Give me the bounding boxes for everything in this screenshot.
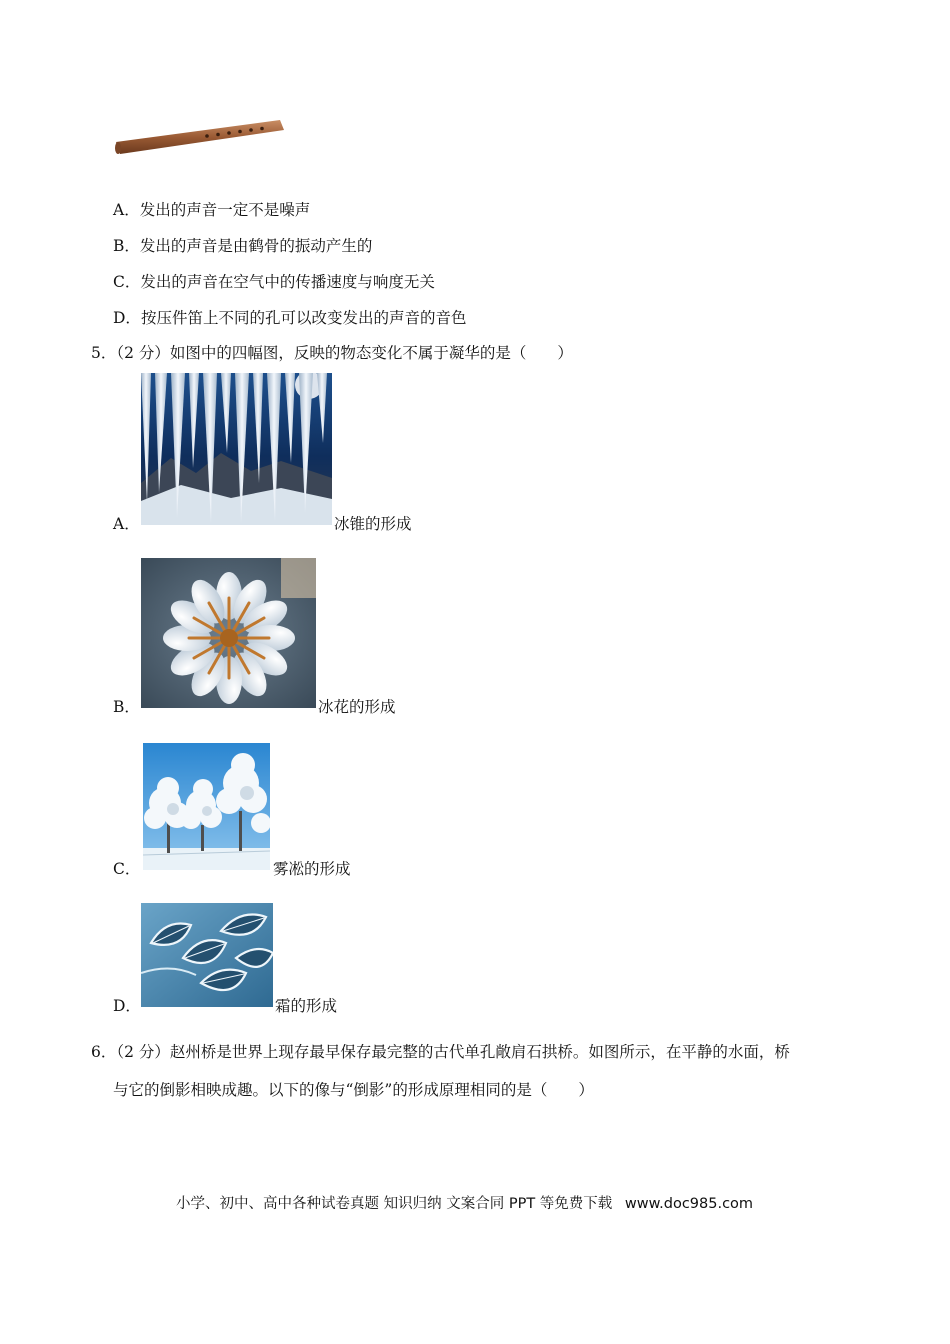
q5-option-b-letter: B． xyxy=(113,698,140,716)
flute-image xyxy=(112,112,287,164)
q6-stem-line-2: 与它的倒影相映成趣。以下的像与“倒影”的形成原理相同的是（ ） xyxy=(113,1081,594,1099)
q5-option-c-letter: C． xyxy=(113,860,141,878)
q4-option-a xyxy=(113,200,310,220)
footer-text: 小学、初中、高中各种试卷真题 知识归纳 文案合同 PPT 等免费下载 xyxy=(176,1196,613,1212)
option-letter: B． xyxy=(113,237,140,255)
option-letter: D． xyxy=(113,309,141,327)
option-text: 发出的声音是由鹤骨的振动产生的 xyxy=(139,237,373,255)
icicle-image xyxy=(141,373,332,525)
option-text: 发出的声音在空气中的传播速度与响度无关 xyxy=(140,273,435,291)
q5-option-a-caption: 冰锥的形成 xyxy=(334,515,412,533)
option-text: 发出的声音一定不是噪声 xyxy=(139,201,311,219)
option-letter: A． xyxy=(113,201,140,219)
rime-image xyxy=(143,743,270,870)
footer-link[interactable]: www.doc985.com xyxy=(624,1196,754,1212)
footer xyxy=(176,1192,753,1213)
option-letter: C． xyxy=(113,273,141,291)
q5-option-a-letter: A． xyxy=(113,515,140,533)
q6-stem-line-1: 6．（2 分）赵州桥是世界上现存最早保存最完整的古代单孔敞肩石拱桥。如图所示，在平静的水面，桥 xyxy=(91,1043,790,1061)
q4-option-c xyxy=(113,272,435,292)
q5-option-d-letter: D． xyxy=(113,997,141,1015)
ice-flower-image xyxy=(141,558,316,708)
option-text: 按压件笛上不同的孔可以改变发出的声音的音色 xyxy=(140,309,467,327)
q5-option-c-caption: 雾凇的形成 xyxy=(273,860,351,878)
frost-image xyxy=(141,903,273,1007)
q5-stem: 5．（2 分）如图中的四幅图，反映的物态变化不属于凝华的是（ ） xyxy=(91,344,573,362)
q5-option-d-caption: 霜的形成 xyxy=(275,997,338,1015)
q4-option-d xyxy=(113,308,466,328)
q5-option-b-caption: 冰花的形成 xyxy=(318,698,396,716)
q4-option-b xyxy=(113,236,372,256)
